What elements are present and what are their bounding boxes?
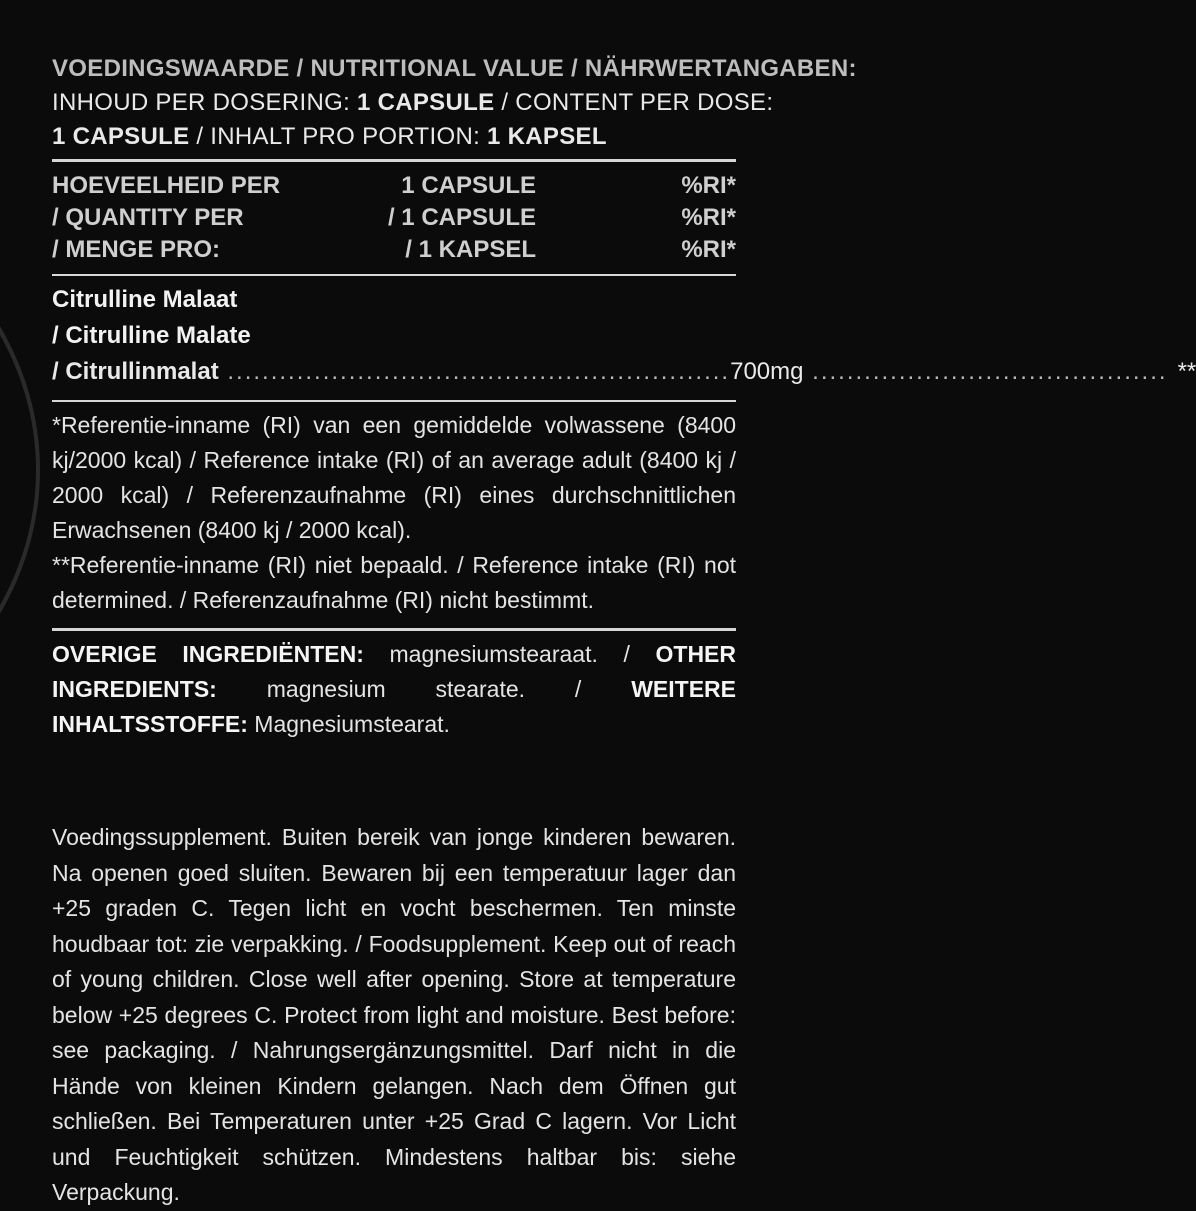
- background-arc-mask: [0, 144, 36, 796]
- ingredient-amount: 700mg: [730, 358, 804, 385]
- quantity-amount: / 1 KAPSEL: [405, 236, 536, 263]
- header-dose-value: 1 CAPSULE: [357, 89, 495, 116]
- ingredient-ri: **: [1177, 358, 1196, 385]
- ri-notes: [52, 408, 736, 618]
- table-row: [52, 234, 736, 266]
- header-portion-value-de: 1 KAPSEL: [487, 123, 607, 150]
- quantity-amount: / 1 CAPSULE: [387, 204, 536, 231]
- dot-leader: ..........................................................: [218, 358, 731, 385]
- other-ingredients-value-en: magnesium stearate. /: [216, 676, 632, 702]
- ingredient-name-en: / Citrulline Malate: [52, 322, 251, 349]
- divider: [52, 628, 736, 631]
- quantity-amount: 1 CAPSULE: [401, 172, 536, 199]
- other-ingredients-label-nl: OVERIGE INGREDIËNTEN:: [52, 641, 364, 667]
- header-portion-line: [52, 120, 736, 154]
- quantity-label: / MENGE PRO:: [52, 236, 221, 263]
- divider: [52, 274, 736, 276]
- other-ingredients-label-en: OTHER INGREDIENTS:: [52, 641, 736, 702]
- table-row: [52, 202, 736, 234]
- ri-footnote: *Referentie-inname (RI) van een gemiddelde volwassene (8400 kj/2000 kcal) / Reference intake (RI) of an average adult (8400 kj / 2000 kcal) / Referenzaufnahme (RI) eines durchschnittlichen Erwachsenen (8400 kj / 2000 kcal).: [52, 412, 736, 543]
- storage-instructions: Voedingssupplement. Buiten bereik van jonge kinderen bewaren. Na openen goed sluiten. Bewaren bij een temperatuur lager dan +25 graden C. Tegen licht en vocht beschermen. Ten minste houdbaar tot: zie verpakking. / Foodsupplement. Keep out of reach of young children. Close well after opening. Store at temperature below +25 degrees C. Protect from light and moisture. Best before: see packaging. / Nahrungsergänzungsmittel. Darf nicht in die Hände von kleinen Kindern gelangen. Nach dem Öffnen gut schließen. Bei Temperaturen unter +25 Grad C lagern. Vor Licht und Feuchtigkeit schützen. Mindestens haltbar bis: siehe Verpackung.: [52, 824, 736, 1205]
- quantity-label: / QUANTITY PER: [52, 204, 244, 231]
- header-dose-line: [52, 86, 774, 120]
- ingredient-row: [52, 354, 1196, 390]
- divider: [52, 159, 736, 162]
- ri-not-determined-footnote: **Referentie-inname (RI) niet bepaald. / Reference intake (RI) not determined. / Referenzaufnahme (RI) nicht bestimmt.: [52, 552, 736, 613]
- header-portion-value-en: 1 CAPSULE: [52, 123, 190, 150]
- header-dose-label: INHOUD PER DOSERING:: [52, 89, 357, 116]
- header-dose-label-en: / CONTENT PER DOSE:: [494, 89, 774, 116]
- quantity-ri: %RI*: [681, 236, 736, 263]
- ingredient-name-nl: Citrulline Malaat: [52, 286, 238, 313]
- other-ingredients-value-de: Magnesiumstearat.: [247, 711, 450, 737]
- nutrition-label: [52, 52, 1196, 742]
- other-ingredients: [52, 637, 736, 742]
- quantity-table: [52, 170, 736, 266]
- quantity-ri: %RI*: [681, 172, 736, 199]
- other-ingredients-value-nl: magnesiumstearaat. /: [363, 641, 656, 667]
- table-row: [52, 170, 736, 202]
- quantity-label: HOEVEELHEID PER: [52, 172, 281, 199]
- quantity-ri: %RI*: [681, 204, 736, 231]
- divider: [52, 400, 736, 402]
- dot-leader: .........................................: [803, 358, 1168, 385]
- header-portion-label-de: / INHALT PRO PORTION:: [189, 123, 488, 150]
- other-ingredients-label-de: WEITERE INHALTSSTOFFE:: [52, 676, 736, 737]
- header-title: VOEDINGSWAARDE / NUTRITIONAL VALUE / NÄHRWERTANGABEN:: [52, 55, 857, 82]
- ingredient-name-de: / Citrullinmalat: [52, 358, 219, 385]
